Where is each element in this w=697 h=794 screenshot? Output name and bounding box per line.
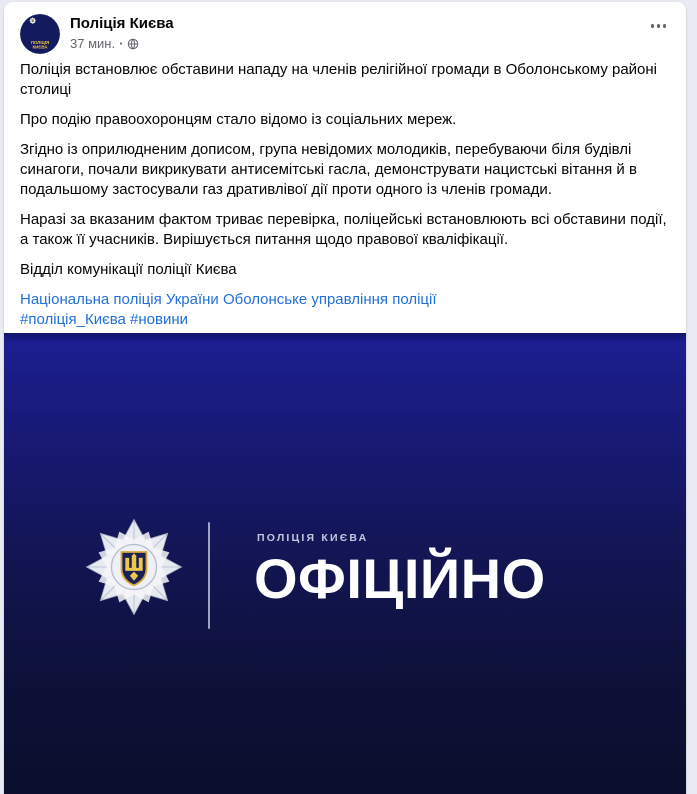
mention-link[interactable]: Оболонське управління поліції [222,291,437,308]
post-paragraph: Наразі за вказаним фактом триває перевірка, поліцейські встановлюють всі обставини події, а також її учасників. Вирішується питання щодо правової кваліфікації. [20,211,667,248]
mention-link[interactable]: Національна поліція України [20,291,219,308]
post-links [4,290,686,330]
hashtag-link[interactable]: #поліція_Києва [20,311,126,328]
page-name-link[interactable]: Поліція Києва [70,15,174,32]
hashtags-line [20,310,670,330]
image-brand-label: ПОЛІЦІЯ КИЄВА [257,532,369,544]
post-image[interactable] [4,333,686,794]
timestamp-link[interactable]: 37 мин. [70,36,116,51]
police-badge-icon [20,14,60,54]
post-menu-button[interactable] [647,14,671,38]
header-text-block [70,14,647,52]
image-divider [208,522,210,629]
post-paragraph: Згідно із оприлюдненим дописом, група невідомих молодиків, перебуваючи біля будівлі синагоги, почали викрикувати антисемітські гасла, демонструвати нацистські вітання й в подальшому застосували газ дративлівої дії проти одного із членів громади. [20,141,637,198]
police-star-icon [84,517,184,617]
globe-privacy-icon [127,38,139,50]
post-meta [70,36,647,52]
avatar-caption-line1: ПОЛІЦІЯ [30,39,50,45]
more-options-icon [651,24,667,28]
facebook-post-card [4,2,686,794]
post-body [4,60,686,280]
image-headline: ОФІЦІЙНО [254,547,546,610]
avatar-caption-line2: КИЄВА [32,44,48,50]
post-paragraph: Про подію правоохоронцям стало відомо із соціальних мереж. [20,111,457,128]
avatar[interactable] [20,14,60,54]
post-paragraph: Поліція встановлює обставини нападу на членів релігійної громади в Оболонському районі столиці [20,61,658,98]
meta-separator: · [119,36,124,51]
hashtag-link[interactable]: #новини [130,311,189,328]
post-paragraph: Відділ комунікації поліції Києва [20,261,237,278]
mentions-line [20,290,670,310]
post-header [4,2,686,60]
